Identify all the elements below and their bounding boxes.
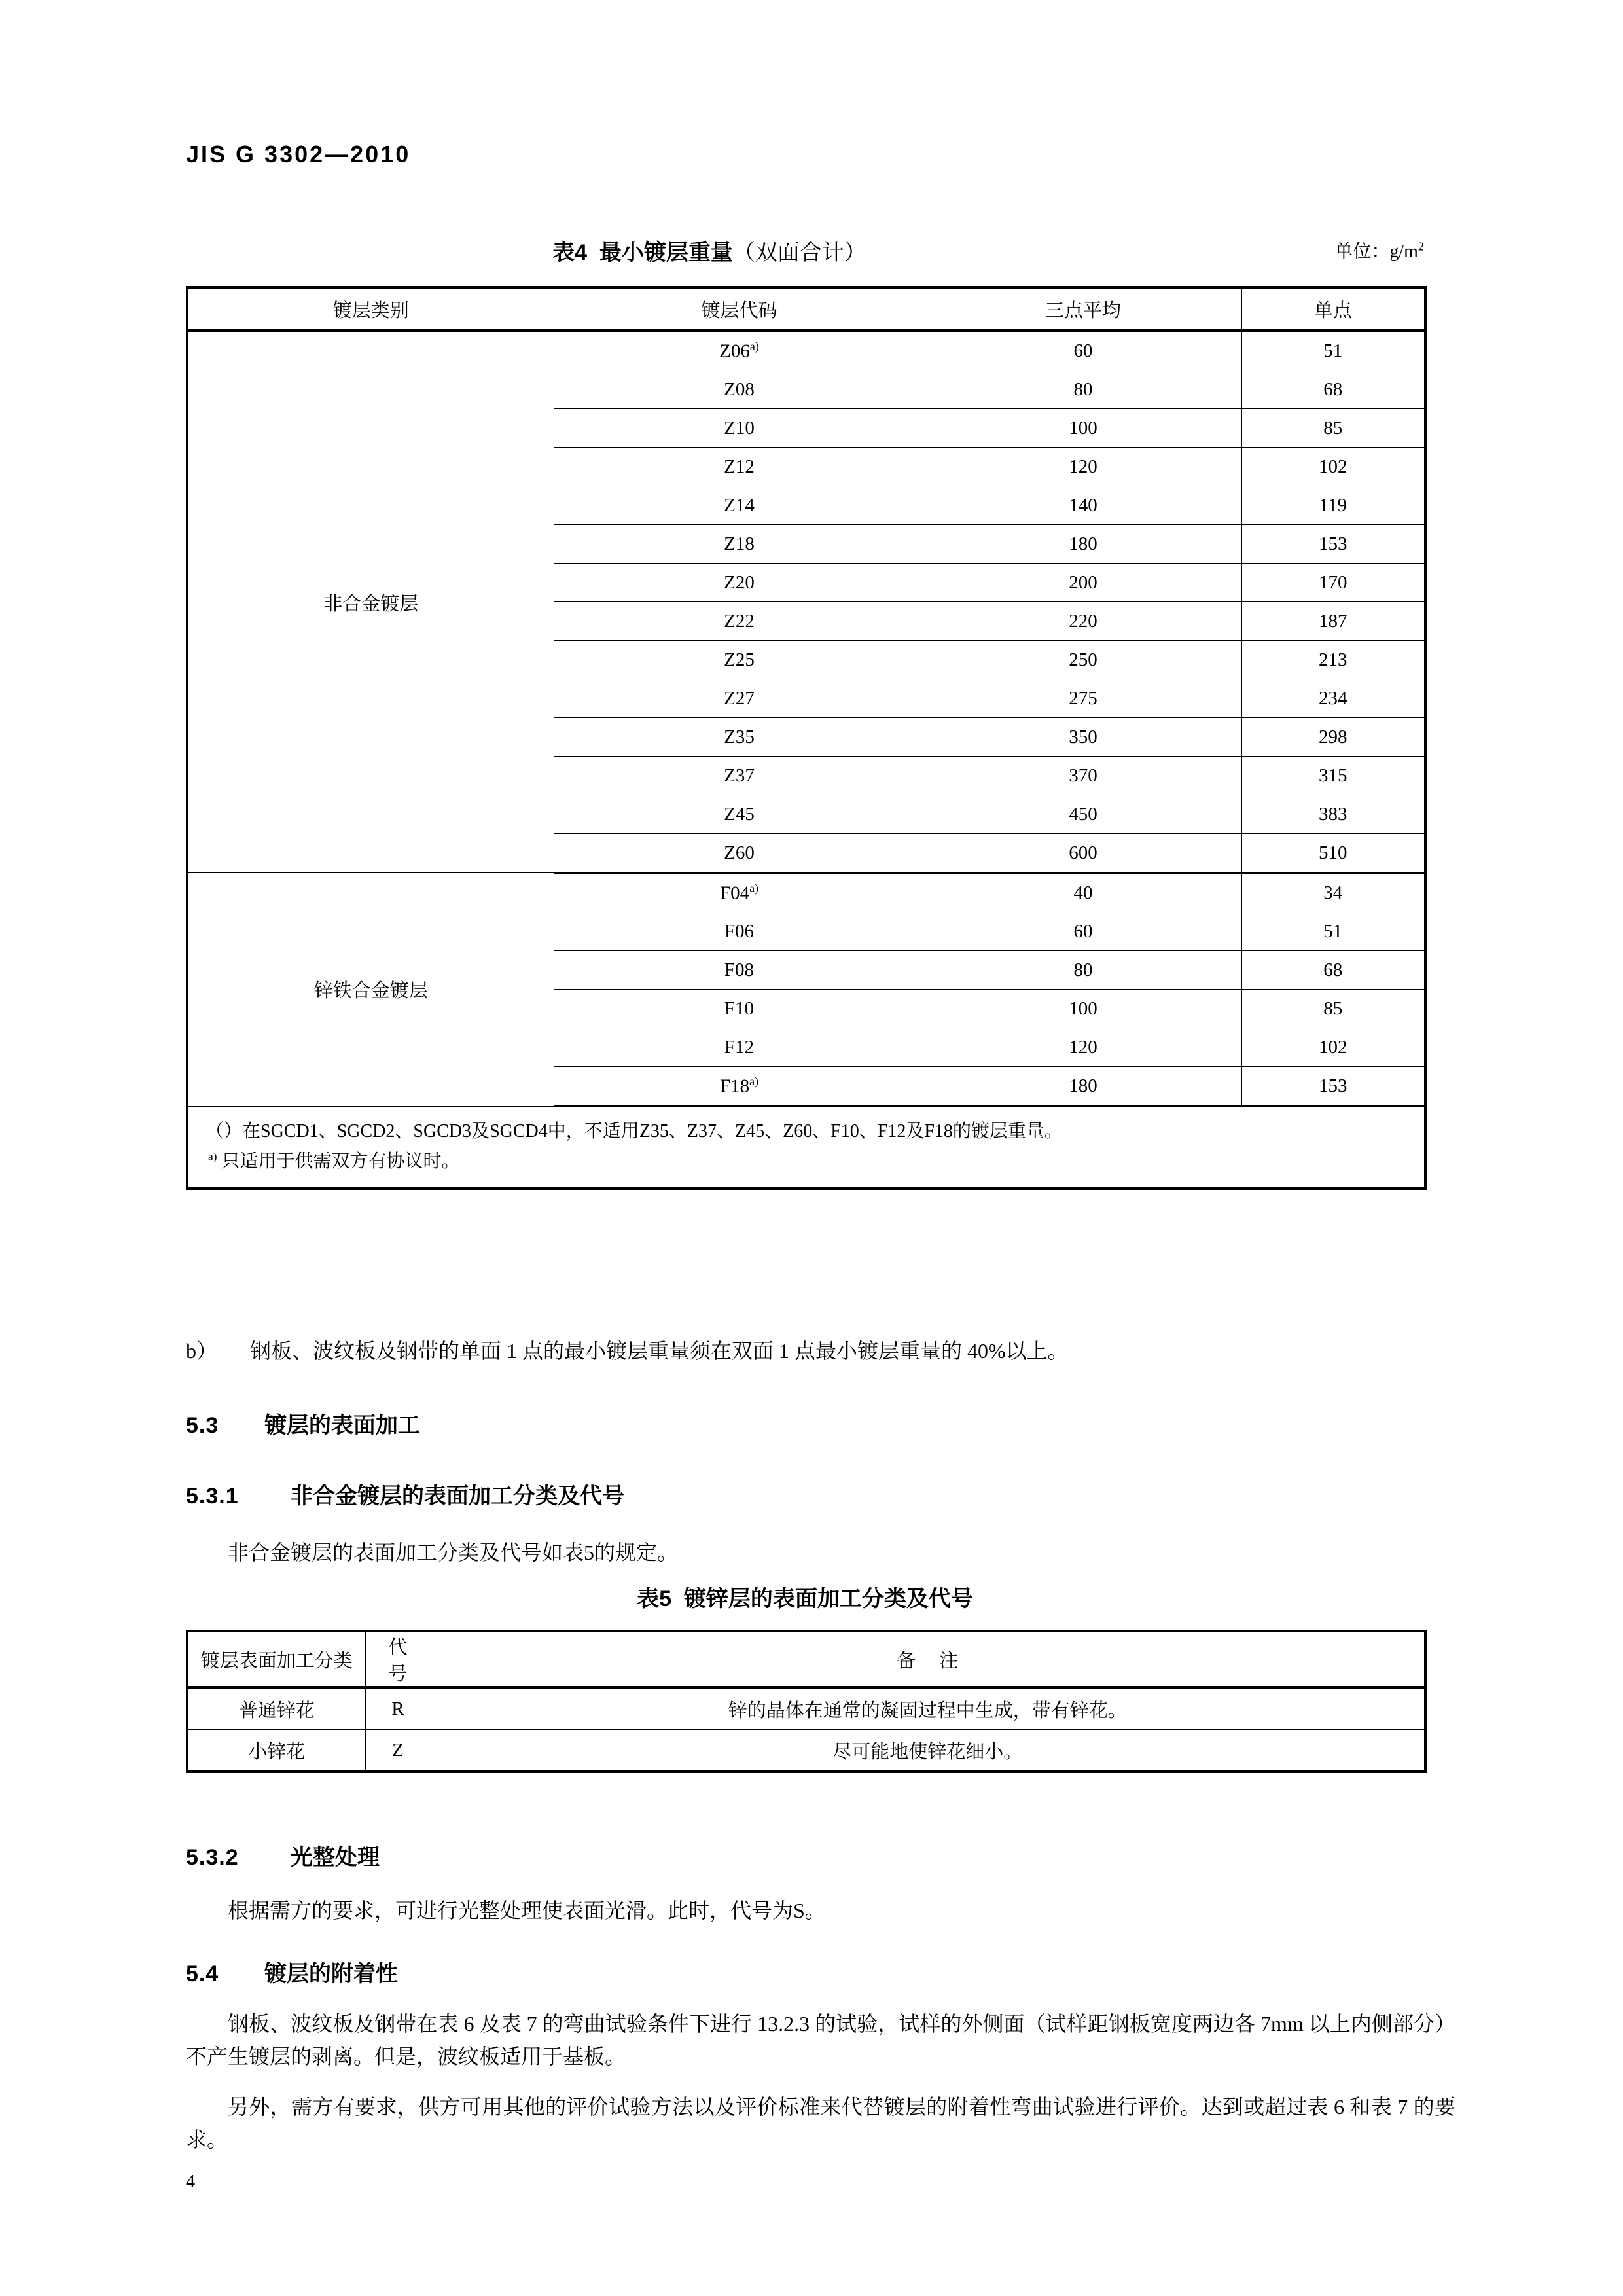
- table5-classification-cell: 小锌花: [187, 1730, 365, 1772]
- table4-code-cell: [554, 564, 925, 602]
- table4-col-header: 镀层类别: [187, 287, 554, 331]
- table4-notes: [187, 1106, 1425, 1189]
- table5-code-cell: R: [365, 1687, 431, 1730]
- section-5-3-1-body: 非合金镀层的表面加工分类及代号如表5的规定。: [228, 1541, 679, 1564]
- table4-code-cell: [554, 757, 925, 795]
- table4-code-value: Z37: [724, 764, 755, 786]
- table4-code-value: Z18: [724, 533, 755, 554]
- table4-single-cell: 213: [1241, 641, 1425, 679]
- table4-avg3-cell: 180: [925, 525, 1241, 564]
- table4-code-footnote-marker: a): [749, 881, 759, 895]
- table4-single-cell: 187: [1241, 602, 1425, 641]
- table4-code-cell: [554, 448, 925, 486]
- table4-single-cell: 510: [1241, 834, 1425, 873]
- table4-avg3-cell: 40: [925, 873, 1241, 912]
- table4-code-value: Z45: [724, 803, 755, 825]
- table4-code-value: Z25: [724, 649, 755, 670]
- page-number: 4: [186, 2172, 195, 2192]
- table4-single-cell: 170: [1241, 564, 1425, 602]
- table4-single-cell: 153: [1241, 1067, 1425, 1107]
- section-5-3-2-body: 根据需方的要求，可进行光整处理使表面光滑。此时，代号为S。: [228, 1899, 826, 1922]
- table4-avg3-cell: 180: [925, 1067, 1241, 1107]
- section-heading-5-3: [186, 1407, 420, 1439]
- table4-avg3-cell: 80: [925, 951, 1241, 990]
- table4-unit: [1334, 237, 1424, 263]
- table4-avg3-cell: 600: [925, 834, 1241, 873]
- table4-code-footnote-marker: a): [749, 1074, 759, 1088]
- table4-code-cell: [554, 370, 925, 409]
- table5-col-header: 代 号: [365, 1631, 431, 1687]
- table4-unit-value: g/m: [1389, 242, 1418, 262]
- table4-avg3-cell: 100: [925, 990, 1241, 1028]
- table5-remark-cell: 锌的晶体在通常的凝固过程中生成，带有锌花。: [431, 1687, 1425, 1730]
- table4-col-header: 镀层代码: [554, 287, 925, 331]
- table4-unit-exponent: 2: [1418, 240, 1424, 253]
- table5-header-row: [187, 1631, 1425, 1687]
- table4-code-value: F10: [724, 997, 755, 1019]
- table4-avg3-cell: 80: [925, 370, 1241, 409]
- table4-code-cell: [554, 1028, 925, 1067]
- table4-avg3-cell: 140: [925, 486, 1241, 525]
- table4-category-cell: 非合金镀层: [187, 331, 554, 873]
- table4-note: [205, 1117, 1424, 1147]
- table4-note-text: 只适用于供需双方有协议时。: [221, 1151, 460, 1172]
- table4-code-value: Z14: [724, 494, 755, 516]
- document-header-standard-id: JIS G 3302—2010: [186, 141, 411, 168]
- table4-avg3-cell: 275: [925, 679, 1241, 718]
- table4-avg3-cell: 250: [925, 641, 1241, 679]
- section-5-4-body-1: 钢板、波纹板及钢带在表 6 及表 7 的弯曲试验条件下进行 13.2.3 的试验，试样的外侧面（试样距钢板宽度两边各 7mm 以上内侧部分）不产生镀层的剥离。但是，波纹板适用于基板。: [186, 2012, 1455, 2068]
- table4-row: [187, 331, 1425, 370]
- table5-caption-label: 表5: [637, 1587, 671, 1611]
- table4-container: [186, 286, 1427, 1190]
- table4-code-cell: [554, 1067, 925, 1107]
- paragraph-b-label: b）: [186, 1339, 218, 1363]
- table4-code-cell: [554, 331, 925, 370]
- table4-row: [187, 873, 1425, 912]
- table4-code-cell: [554, 679, 925, 718]
- table5-container: [186, 1630, 1427, 1773]
- table5-classification-cell: 普通锌花: [187, 1687, 365, 1730]
- section-5-4-number: 5.4: [186, 1962, 219, 1986]
- table4-single-cell: 85: [1241, 409, 1425, 448]
- section-5-4-body-2: 另外，需方有要求，供方可用其他的评价试验方法以及评价标准来代替镀层的附着性弯曲试验进行评价。达到或超过表 6 和表 7 的要求。: [186, 2095, 1455, 2151]
- table4-code-cell: [554, 641, 925, 679]
- section-5-3-2-title: 光整处理: [291, 1845, 380, 1870]
- section-5-3-1-number: 5.3.1: [186, 1484, 239, 1509]
- table4-note: [205, 1147, 1424, 1177]
- table4-code-cell: [554, 602, 925, 641]
- table5-row: [187, 1687, 1425, 1730]
- table4-code-cell: [554, 795, 925, 834]
- table4-code-cell: [554, 912, 925, 951]
- table4-caption-label: 表4: [552, 240, 587, 265]
- paragraph-b-text: 钢板、波纹板及钢带的单面 1 点的最小镀层重量须在双面 1 点最小镀层重量的 40%以上。: [250, 1339, 1069, 1363]
- section-5-3-number: 5.3: [186, 1413, 219, 1438]
- table4-code-cell: [554, 409, 925, 448]
- section-heading-5-3-1: [186, 1478, 624, 1510]
- table4-avg3-cell: 370: [925, 757, 1241, 795]
- table4-single-cell: 102: [1241, 448, 1425, 486]
- section-5-3-title: 镀层的表面加工: [264, 1413, 420, 1438]
- table4-code-value: F12: [724, 1036, 755, 1058]
- table5-col-header: 备 注: [431, 1631, 1425, 1687]
- section-heading-5-3-2: [186, 1839, 380, 1871]
- table5-caption-title: 镀锌层的表面加工分类及代号: [683, 1587, 973, 1611]
- table4-note-marker: a): [208, 1150, 217, 1163]
- table4-code-value: Z35: [724, 726, 755, 747]
- table4-unit-label: 单位：: [1334, 242, 1390, 262]
- table4-code-value: F18: [719, 1075, 750, 1097]
- table4-code-value: Z08: [724, 378, 755, 400]
- table4-single-cell: 298: [1241, 718, 1425, 757]
- table4-code-value: Z12: [724, 456, 755, 477]
- table4-code-footnote-marker: a): [749, 339, 759, 353]
- table4-code-value: F04: [719, 882, 750, 904]
- table5-row: [187, 1730, 1425, 1772]
- table4-caption-row: [186, 234, 1424, 271]
- table4-caption: [186, 234, 1233, 266]
- table4-code-cell: [554, 834, 925, 873]
- table4-single-cell: 234: [1241, 679, 1425, 718]
- table4-single-cell: 383: [1241, 795, 1425, 834]
- table5-caption: [186, 1581, 1424, 1613]
- table5-col-header: 镀层表面加工分类: [187, 1631, 365, 1687]
- table4-code-value: Z60: [724, 842, 755, 863]
- table4-code-cell: [554, 873, 925, 912]
- table4-code-value: Z20: [724, 571, 755, 593]
- table4-col-header: 三点平均: [925, 287, 1241, 331]
- table4-code-value: Z27: [724, 687, 755, 709]
- table4-avg3-cell: 450: [925, 795, 1241, 834]
- paragraph-b: [186, 1335, 1455, 1368]
- table4-single-cell: 315: [1241, 757, 1425, 795]
- table5-surface-finish-classification: [186, 1630, 1427, 1773]
- table4-minimum-coating-mass: [186, 286, 1427, 1190]
- table4-single-cell: 68: [1241, 370, 1425, 409]
- table4-code-cell: [554, 525, 925, 564]
- table4-category-cell: 锌铁合金镀层: [187, 873, 554, 1107]
- table4-single-cell: 51: [1241, 912, 1425, 951]
- table4-notes-row: [187, 1106, 1425, 1189]
- table4-code-value: Z10: [724, 417, 755, 439]
- table4-single-cell: 85: [1241, 990, 1425, 1028]
- table4-avg3-cell: 120: [925, 448, 1241, 486]
- table4-code-cell: [554, 486, 925, 525]
- table4-caption-title: 最小镀层重量: [599, 240, 733, 265]
- table4-avg3-cell: 120: [925, 1028, 1241, 1067]
- table4-code-value: F08: [724, 959, 755, 980]
- table4-avg3-cell: 60: [925, 331, 1241, 370]
- table4-single-cell: 68: [1241, 951, 1425, 990]
- table4-code-value: Z06: [719, 340, 750, 362]
- table4-note-marker: （）: [205, 1121, 243, 1141]
- table4-avg3-cell: 220: [925, 602, 1241, 641]
- section-5-4-title: 镀层的附着性: [264, 1962, 398, 1986]
- table4-code-value: Z22: [724, 610, 755, 632]
- table4-single-cell: 102: [1241, 1028, 1425, 1067]
- table4-single-cell: 153: [1241, 525, 1425, 564]
- table4-note-text: 在SGCD1、SGCD2、SGCD3及SGCD4中，不适用Z35、Z37、Z45、Z60、F10、F12及F18的镀层重量。: [242, 1121, 1063, 1141]
- table4-avg3-cell: 350: [925, 718, 1241, 757]
- table5-code-cell: Z: [365, 1730, 431, 1772]
- table4-avg3-cell: 100: [925, 409, 1241, 448]
- table4-code-cell: [554, 990, 925, 1028]
- table4-single-cell: 119: [1241, 486, 1425, 525]
- table4-single-cell: 34: [1241, 873, 1425, 912]
- table4-caption-paren: （双面合计）: [732, 241, 866, 265]
- section-heading-5-4: [186, 1956, 398, 1988]
- table5-remark-cell: 尽可能地使锌花细小。: [431, 1730, 1425, 1772]
- table4-code-cell: [554, 951, 925, 990]
- section-5-3-1-title: 非合金镀层的表面加工分类及代号: [291, 1484, 624, 1509]
- table4-single-cell: 51: [1241, 331, 1425, 370]
- table4-header-row: [187, 287, 1425, 331]
- table4-avg3-cell: 200: [925, 564, 1241, 602]
- table4-avg3-cell: 60: [925, 912, 1241, 951]
- table4-code-cell: [554, 718, 925, 757]
- table4-code-value: F06: [724, 920, 755, 942]
- section-5-3-2-number: 5.3.2: [186, 1845, 239, 1870]
- table4-col-header: 单点: [1241, 287, 1425, 331]
